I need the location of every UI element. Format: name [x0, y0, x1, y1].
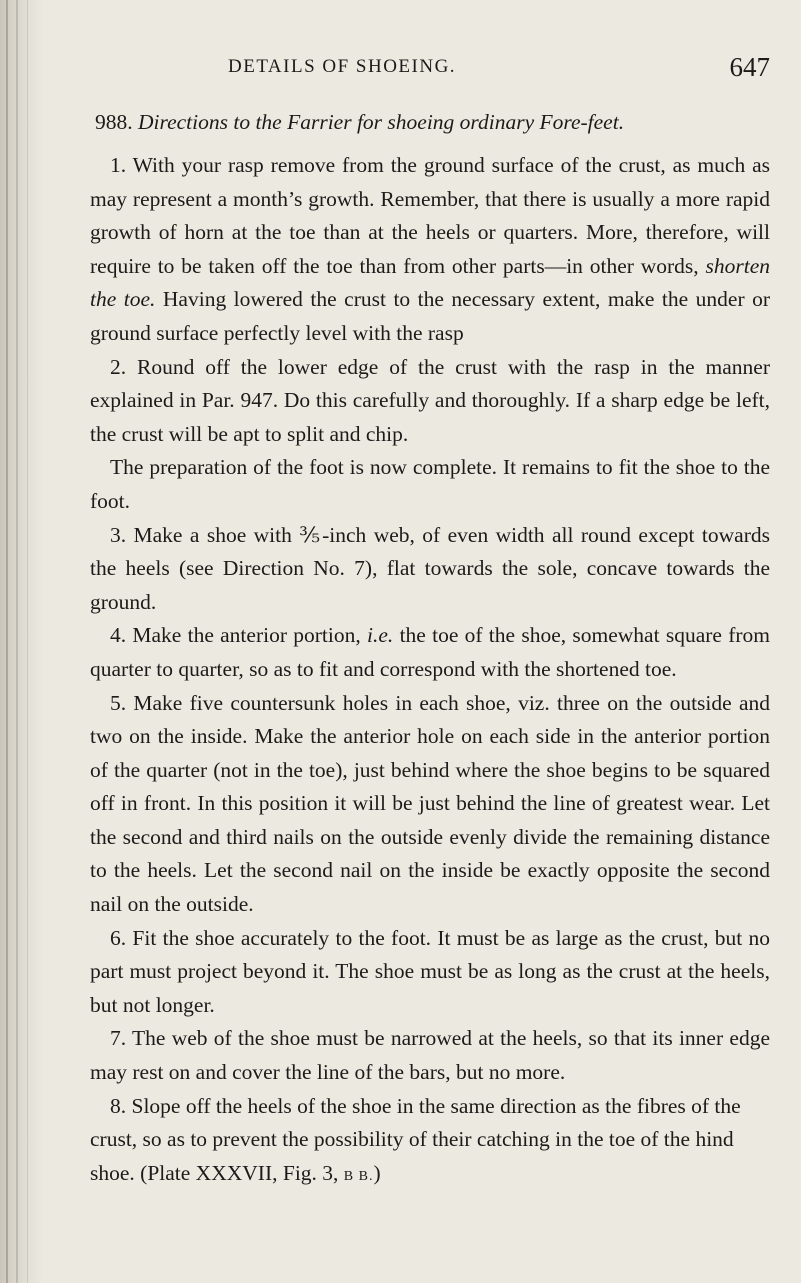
paragraph-preparation	[90, 451, 770, 518]
paragraph-text: 5. Make five countersunk holes in each shoe, viz. three on the outside and two on the inside. Make the anterior hole on each side in the anterior portion of the quarter (not in the toe), just behind where the shoe begins to be squared off in front. In this position it will be just behind the line of greatest wear. Let the second and third nails on the outside evenly divide the remaining distance to the heels. Let the second nail on the inside be exactly opposite the second nail on the outside.	[90, 690, 770, 917]
book-page	[90, 52, 770, 1193]
paragraph-direction-3	[90, 519, 770, 620]
paragraph-text: the toe of the shoe, somewhat square from quarter to quarter, so as to fit and correspond with the shortened toe.	[90, 623, 770, 681]
section-number: 988.	[95, 110, 133, 134]
paragraph-text: The preparation of the foot is now complete. It remains to fit the shoe to the foot.	[90, 455, 770, 513]
figure-reference: B B.	[343, 1168, 374, 1184]
paragraph-direction-7	[90, 1022, 770, 1089]
paragraph-direction-2	[90, 351, 770, 452]
section-heading	[90, 104, 770, 141]
paragraph-text: 7. The web of the shoe must be narrowed at the heels, so that its inner edge may rest on and cover the line of the bars, but no more.	[90, 1026, 770, 1085]
book-gutter	[0, 0, 44, 1283]
paragraph-text: 6. Fit the shoe accurately to the foot. It must be as large as the crust, but no part must project beyond it. The shoe must be as long as the crust at the heels, but not longer.	[90, 925, 770, 1017]
paragraph-text: Having lowered the crust to the necessary extent, make the under or ground surface perfectly level with the rasp	[90, 287, 771, 345]
emphasis-text: shorten the toe.	[90, 253, 770, 312]
paragraph-direction-4	[90, 619, 770, 686]
paragraph-direction-5	[90, 687, 770, 922]
paragraph-direction-6	[90, 922, 770, 1023]
page-header	[90, 52, 770, 94]
paragraph-direction-1	[90, 149, 770, 351]
gutter-edge-line	[16, 0, 18, 1283]
gutter-edge-line	[27, 0, 28, 1283]
paragraph-text: 8. Slope off the heels of the shoe in the same direction as the fibres of the crust, so as to prevent the possibility of their catching in the toe of the hind shoe. (Plate XXXVII, Fig. 3,	[90, 1093, 741, 1185]
paragraph-direction-8	[90, 1090, 770, 1194]
gutter-edge-line	[6, 0, 8, 1283]
running-title: DETAILS OF SHOEING.	[228, 56, 457, 77]
paragraph-text: 1. With your rasp remove from the ground surface of the crust, as much as may represent a month’s growth. Remember, that there is usually a more rapid growth of horn at the toe than at the heels or quarters. More, therefore, will require to be taken off the toe than from other parts—in other words,	[90, 153, 770, 278]
emphasis-text: i.e.	[367, 623, 394, 648]
page-number: 647	[729, 52, 770, 82]
section-title: Directions to the Farrier for shoeing ordinary Fore-feet.	[138, 110, 625, 134]
paragraph-text: 4. Make the anterior portion,	[110, 623, 361, 648]
paragraph-text: )	[373, 1160, 381, 1185]
paragraph-text: 2. Round off the lower edge of the crust with the rasp in the manner explained in Par. 947. Do this carefully and thoroughly. If a sharp edge be left, the crust will be apt to split and chip.	[90, 354, 770, 446]
paragraph-text: 3. Make a shoe with ⅗-inch web, of even width all round except towards the heels (see Direction No. 7), flat towards the sole, concave towards the ground.	[90, 522, 770, 614]
